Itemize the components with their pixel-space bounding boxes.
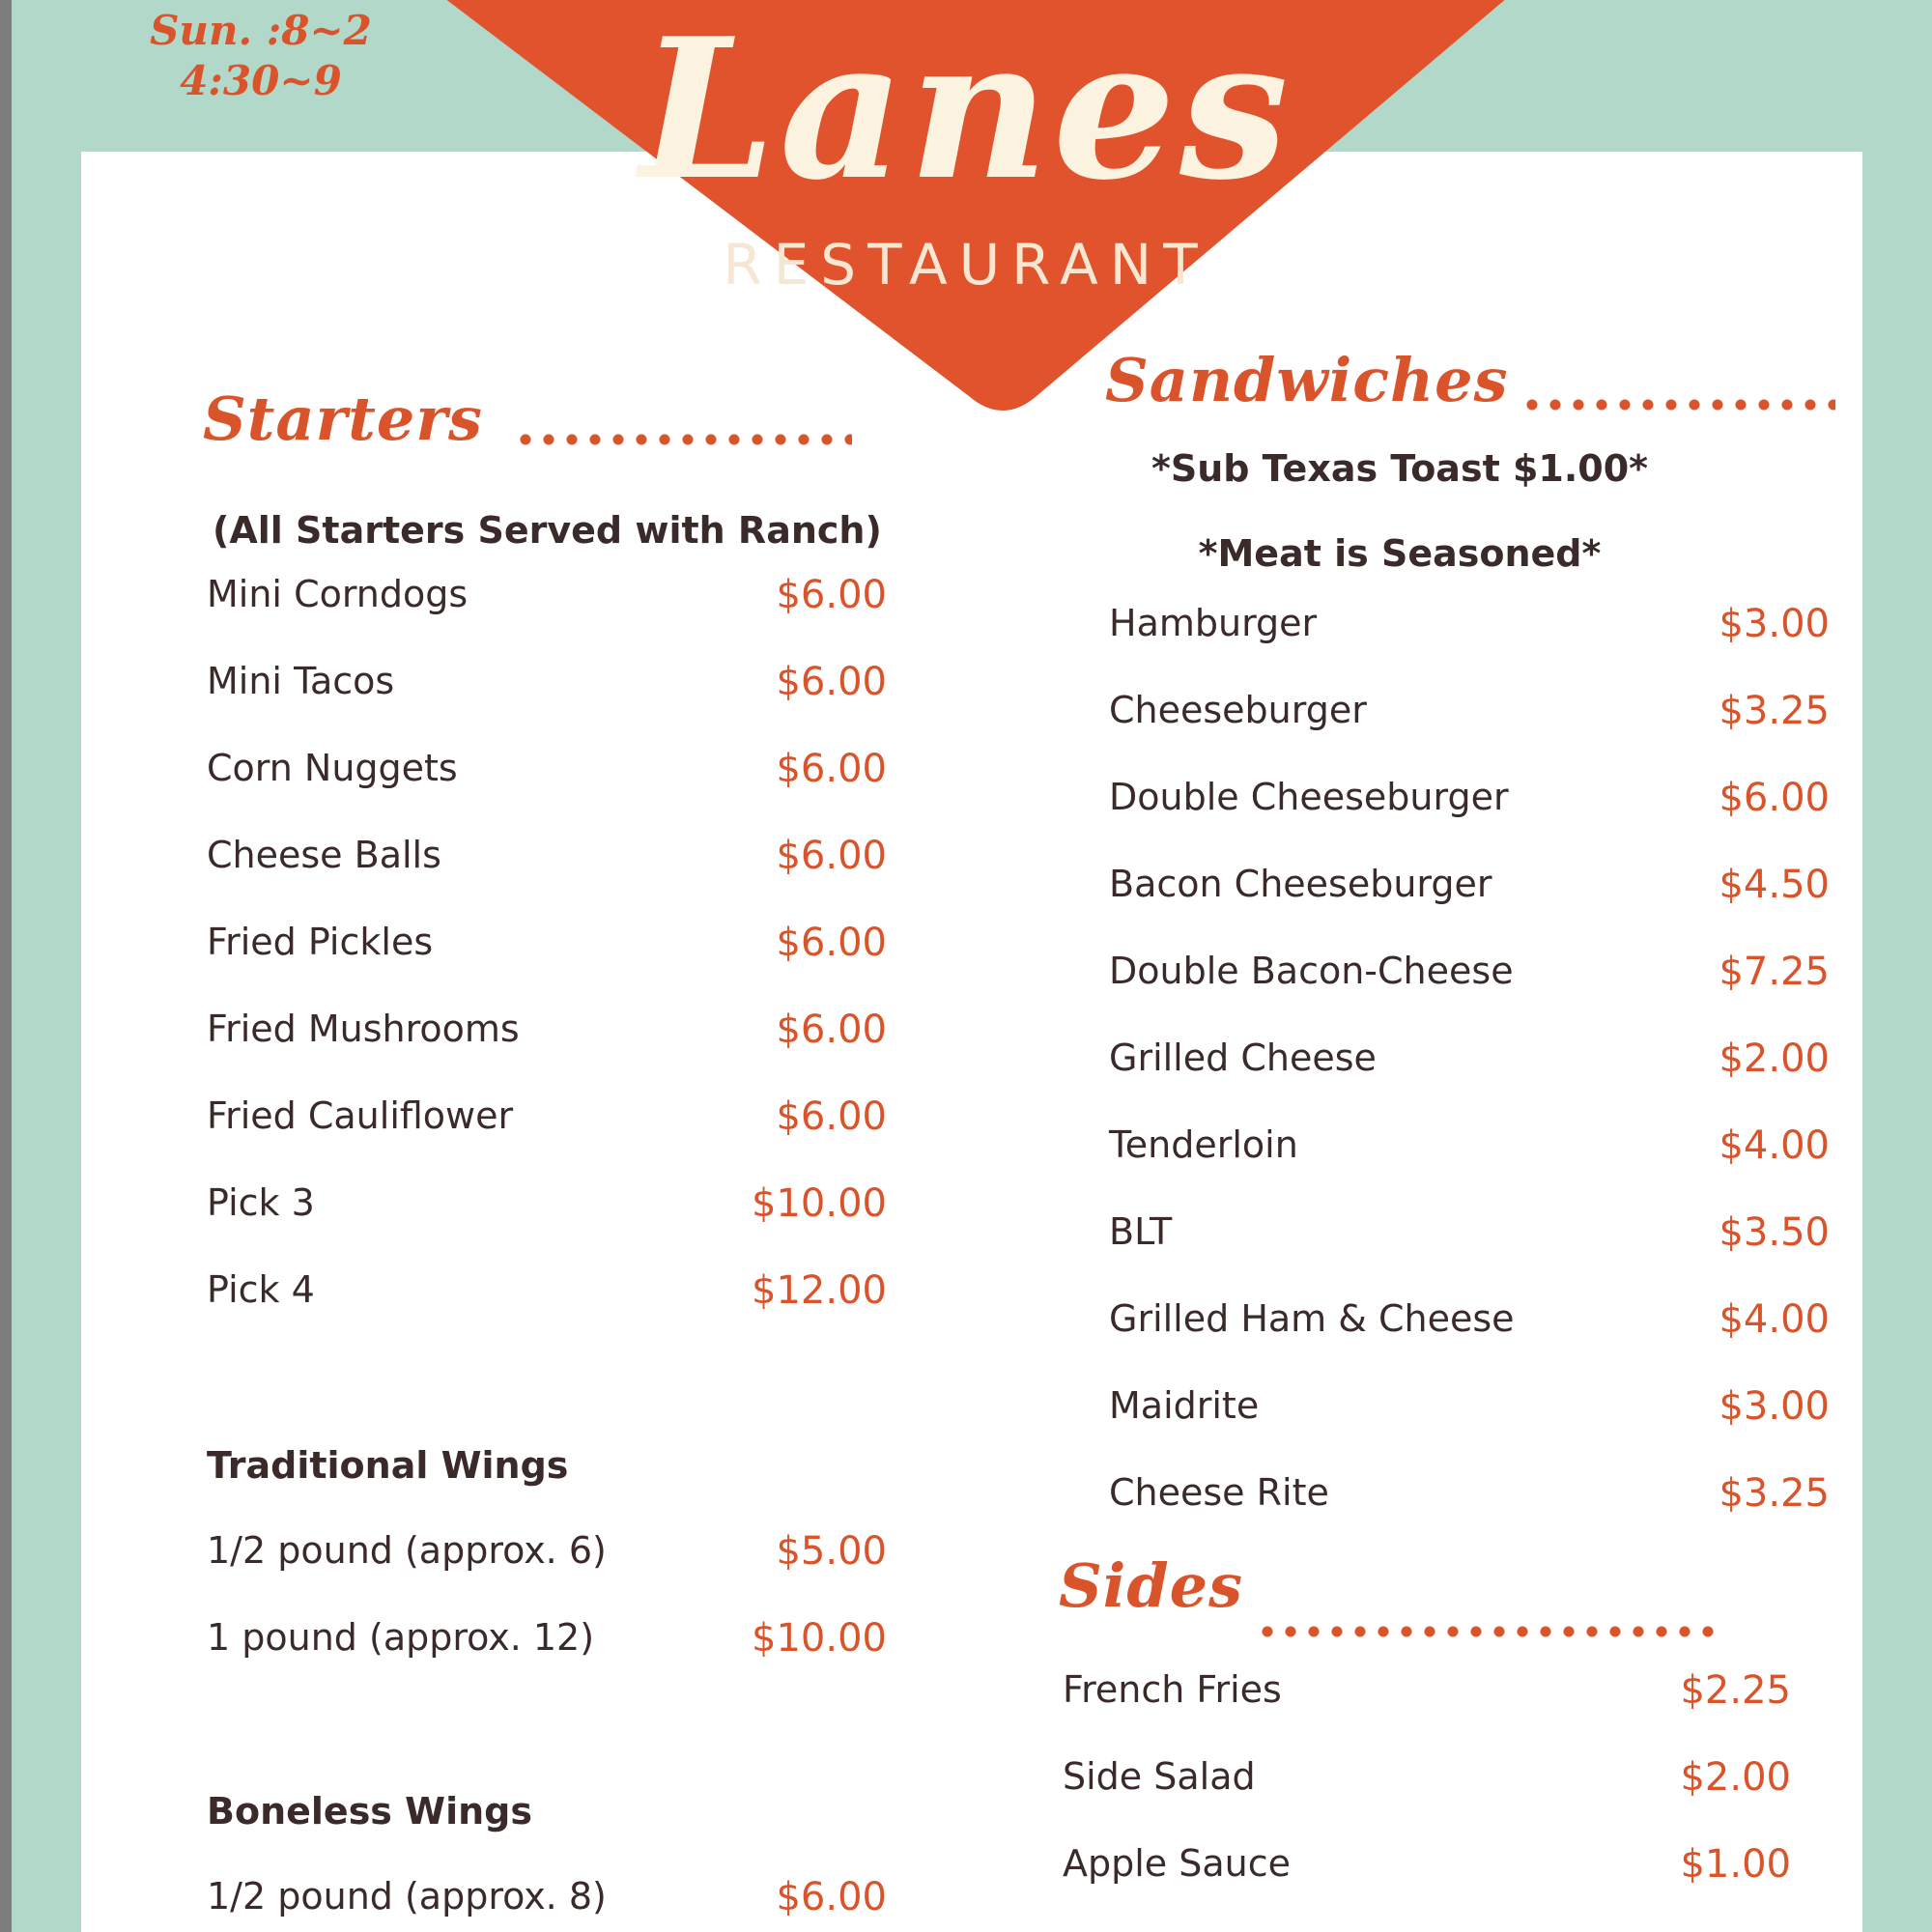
sides-title: Sides [1059,1550,1244,1621]
starter-item-name: Mini Tacos [207,660,395,702]
wing-item-name: 1 pound (approx. 12) [207,1616,595,1659]
boneless-item-name: 1/2 pound (approx. 8) [207,1875,607,1918]
starter-item-name: Pick 4 [207,1268,315,1311]
sandwich-item-price: $3.00 [1719,602,1830,646]
sandwich-item-price: $4.50 [1719,863,1830,907]
starter-item-name: Pick 3 [207,1181,315,1224]
boneless-item-price: $6.00 [776,1875,887,1919]
boneless-wings-title: Boneless Wings [207,1790,532,1833]
starter-item-name: Corn Nuggets [207,747,458,789]
sides-dots [1256,1626,1725,1637]
wing-item-price: $10.00 [752,1616,887,1661]
sandwiches-dots [1520,399,1835,411]
sandwiches-title: Sandwiches [1105,345,1509,415]
side-item-price: $1.00 [1680,1842,1791,1887]
sandwich-item-name: Tenderloin [1109,1123,1298,1166]
side-item-name: Apple Sauce [1063,1842,1292,1885]
sandwich-item-name: Double Cheeseburger [1109,776,1509,818]
sandwich-item-price: $4.00 [1719,1123,1830,1168]
sandwich-item-name: Grilled Ham & Cheese [1109,1297,1515,1340]
sandwich-item-price: $3.25 [1719,689,1830,733]
starter-item-name: Cheese Balls [207,834,441,876]
starter-item-price: $6.00 [776,573,887,617]
starter-item-price: $6.00 [776,747,887,791]
page-edge [0,0,12,1932]
starter-item-price: $6.00 [776,1094,887,1139]
sandwich-item-price: $3.25 [1719,1471,1830,1516]
sandwich-item-name: Cheese Rite [1109,1471,1329,1514]
traditional-wings-title: Traditional Wings [207,1444,569,1487]
starter-item-price: $10.00 [752,1181,887,1226]
sandwich-item-name: Bacon Cheeseburger [1109,863,1492,905]
sandwich-item-price: $3.00 [1719,1384,1830,1429]
sandwich-item-name: BLT [1109,1210,1173,1253]
sandwich-item-price: $2.00 [1719,1037,1830,1081]
sandwich-item-price: $6.00 [1719,776,1830,820]
starter-item-price: $6.00 [776,1008,887,1052]
starters-title: Starters [203,384,483,454]
hours-line: 4:30~9 [180,57,342,104]
hours-line: Sun. :8~2 [150,7,372,54]
starter-item-price: $6.00 [776,660,887,704]
starter-item-price: $12.00 [752,1268,887,1313]
sandwich-item-name: Maidrite [1109,1384,1260,1427]
sandwich-item-price: $4.00 [1719,1297,1830,1342]
sandwich-item-name: Cheeseburger [1109,689,1367,731]
logo-subtitle: RESTAURANT [723,232,1209,298]
starter-item-name: Mini Corndogs [207,573,469,615]
starters-dots [514,434,852,445]
side-item-price: $2.00 [1680,1755,1791,1800]
starters-note: (All Starters Served with Ranch) [213,509,882,552]
wing-item-price: $5.00 [776,1529,887,1574]
side-item-name: Side Salad [1063,1755,1256,1798]
sandwich-item-price: $7.25 [1719,950,1830,994]
side-item-name: French Fries [1063,1668,1282,1711]
starter-item-name: Fried Cauliflower [207,1094,514,1137]
starter-item-name: Fried Pickles [207,921,434,963]
side-item-price: $2.25 [1680,1668,1791,1713]
starter-item-price: $6.00 [776,921,887,965]
sandwich-item-name: Hamburger [1109,602,1318,644]
sandwiches-note: *Sub Texas Toast $1.00* [1151,447,1649,490]
wing-item-name: 1/2 pound (approx. 6) [207,1529,607,1572]
starter-item-price: $6.00 [776,834,887,878]
starter-item-name: Fried Mushrooms [207,1008,520,1050]
sandwich-item-name: Double Bacon-Cheese [1109,950,1514,992]
sandwiches-note: *Meat is Seasoned* [1198,532,1602,575]
sandwich-item-name: Grilled Cheese [1109,1037,1377,1079]
sandwich-item-price: $3.50 [1719,1210,1830,1255]
logo-name: Lanes [639,0,1293,223]
